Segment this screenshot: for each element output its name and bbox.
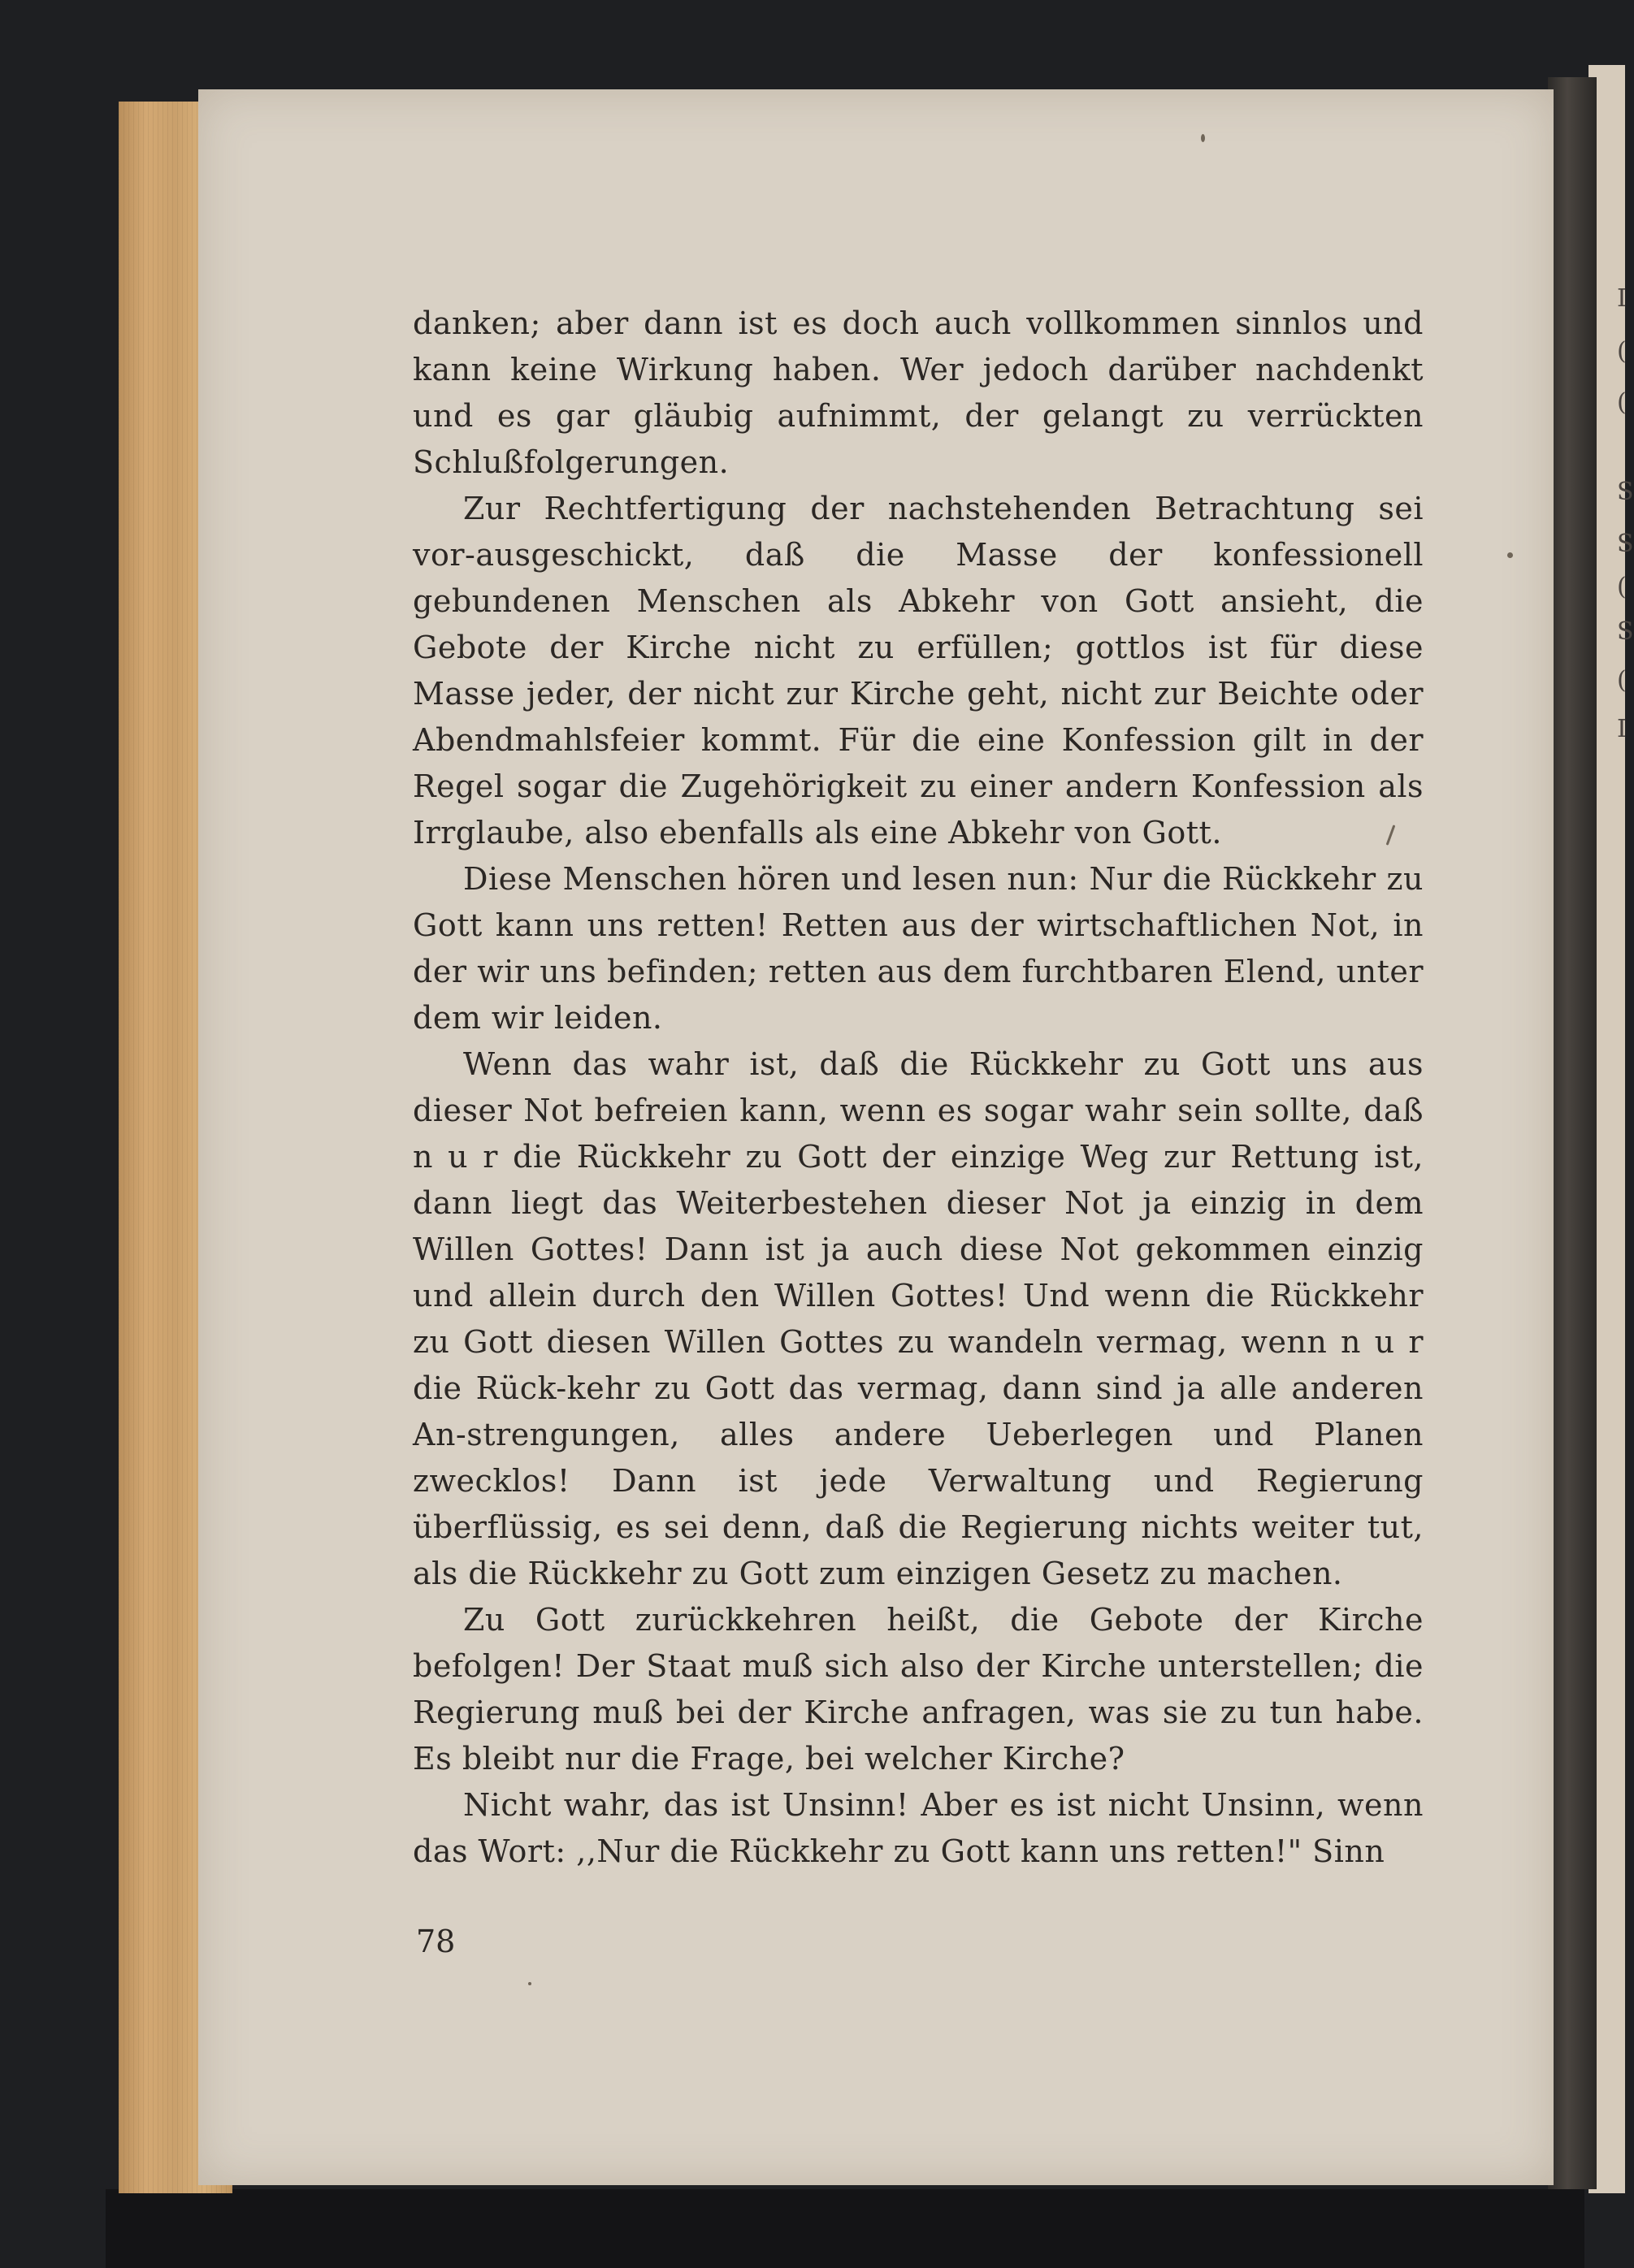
book-gutter — [1548, 77, 1597, 2189]
next-page-letter: S — [1617, 530, 1634, 558]
next-page-letter: I — [1617, 715, 1627, 743]
paragraph: Zur Rechtfertigung der nachstehenden Betrachtung sei vor-ausgeschickt, daß die Masse der konfessionell gebundenen Menschen als Abkehr von Gott ansieht, die Gebote der Kirche nicht zu erfüllen; gottlos ist für diese Masse jeder, der nicht zur Kirche geht, nicht zur Beichte oder Abendmahlsfeier kommt. Für die eine Konfession gilt in der Regel sogar die Zugehörigkeit zu einer andern Konfession als Irrglaube, also ebenfalls als eine Abkehr von Gott. — [413, 491, 1424, 850]
page-text — [413, 301, 1424, 1875]
next-page-letter: ( — [1617, 388, 1627, 417]
next-page-letter: ( — [1617, 666, 1627, 695]
page-number: 78 — [416, 1924, 456, 1959]
background-shadow — [106, 2189, 1584, 2268]
paragraph: Zu Gott zurückkehren heißt, die Gebote der Kirche befolgen! Der Staat muß sich also der Kirche unterstellen; die Regierung muß bei der Kirche anfragen, was sie zu tun habe. Es bleibt nur die Frage, bei welcher Kirche? — [413, 1602, 1424, 1777]
paragraph: Nicht wahr, das ist Unsinn! Aber es ist nicht Unsinn, wenn das Wort: ,,Nur die Rückkehr zu Gott kann uns retten!" Sinn — [413, 1787, 1424, 1869]
next-page-letter: I — [1617, 284, 1627, 313]
paper-speck — [1201, 134, 1205, 142]
next-page-letter: ( — [1617, 337, 1627, 366]
paragraph: Diese Menschen hören und lesen nun: Nur die Rückkehr zu Gott kann uns retten! Retten aus der wirtschaftlichen Not, in der wir uns befinden; retten aus dem furchtbaren Elend, unter dem wir leiden. — [413, 861, 1424, 1036]
paper-speck — [528, 1982, 531, 1985]
next-page-letter: S — [1617, 478, 1634, 506]
paragraph: Wenn das wahr ist, daß die Rückkehr zu Gott uns aus dieser Not befreien kann, wenn es sogar wahr sein sollte, daß n u r die Rückkehr zu Gott der einzige Weg zur Rettung ist, dann liegt das Weiterbestehen dieser Not ja einzig in dem Willen Gottes! Dann ist ja auch diese Not gekommen einzig und allein durch den Willen Gottes! Und wenn die Rückkehr zu Gott diesen Willen Gottes zu wandeln vermag, wenn n u r die Rück-kehr zu Gott das vermag, dann sind ja alle anderen An-strengungen, alles andere Ueberlegen und Planen zwecklos! Dann ist jede Verwaltung und Regierung überflüssig, es sei denn, daß die Regierung nichts weiter tut, als die Rückkehr zu Gott zum einzigen Gesetz zu machen. — [413, 1046, 1424, 1591]
next-page-letter: ( — [1617, 573, 1627, 601]
next-page-letter: S — [1617, 617, 1634, 646]
paper-speck — [1507, 552, 1513, 558]
paragraph: danken; aber dann ist es doch auch vollkommen sinnlos und kann keine Wirkung haben. Wer jedoch darüber nachdenkt und es gar gläubig aufnimmt, der gelangt zu verrückten Schlußfolgerungen. — [413, 305, 1424, 480]
